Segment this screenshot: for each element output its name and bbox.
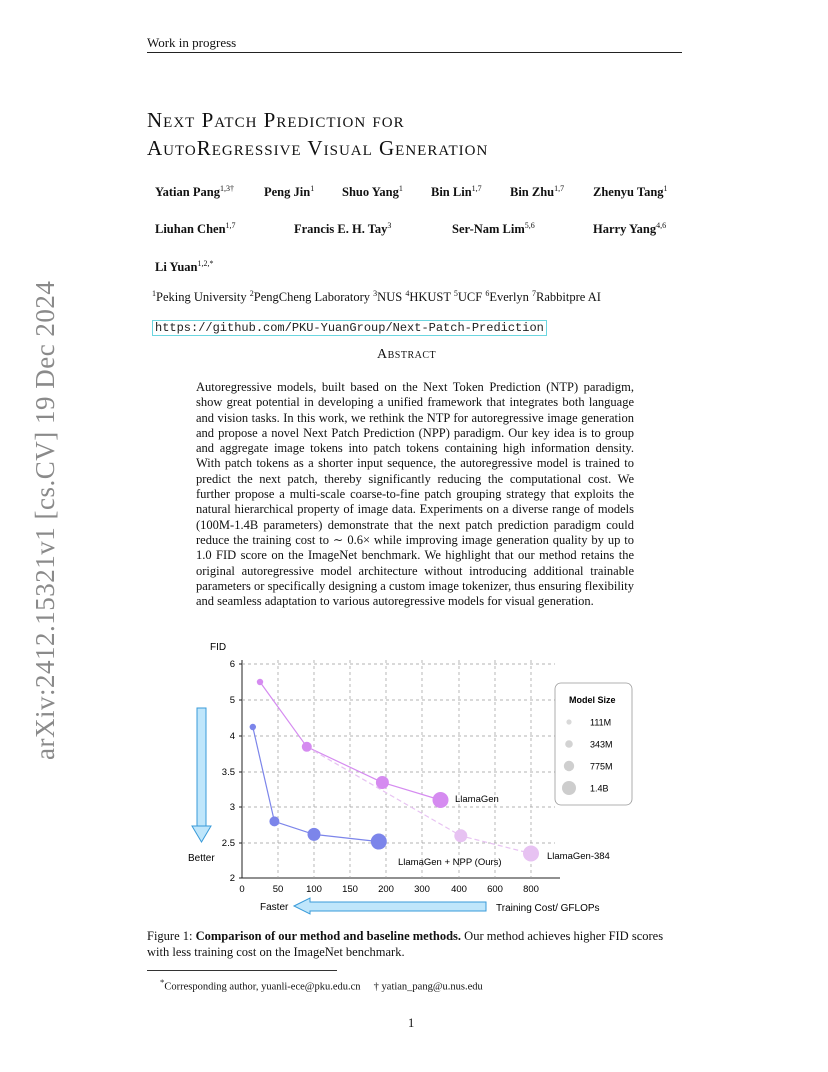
data-point <box>269 816 279 826</box>
author: Bin Lin$^{1,7}$ <box>431 184 482 200</box>
y-tick-label: 4 <box>229 731 235 742</box>
github-link[interactable]: https://github.com/PKU-YuanGroup/Next-Patch-Prediction <box>152 320 547 336</box>
y-axis-label: FID <box>210 642 227 653</box>
x-tick-label: 600 <box>487 884 503 895</box>
author: Liuhan Chen$^{1,7}$ <box>155 221 236 237</box>
author: Shuo Yang$^1$ <box>342 184 403 200</box>
figure-caption: Figure 1: Comparison of our method and baseline methods. Our method achieves higher FID scores with less training cost on the ImageNet benchmark. <box>147 929 664 959</box>
data-point <box>308 828 321 841</box>
paper-title <box>147 106 488 162</box>
abstract-text: Autoregressive models, built based on the Next Token Prediction (NTP) paradigm, show great potential in developing a unified framework that integrates both language and vision tasks. In this work, we rethink the NTP for autoregressive image generation and propose a novel Next Patch Prediction (NPP) paradigm. Our key idea is to group and aggregate image tokens into patch tokens containing high information density. With patch tokens as a shorter input sequence, the autoregressive model is trained to predict the next patch, thereby significantly reducing the computational cost. We further propose a multi-scale coarse-to-fine patch grouping strategy that exploits the natural hierarchical property of image data. Experiments on a diverse range of models (100M-1.4B parameters) demonstrate that the next patch prediction paradigm could reduce the training cost to ∼ 0.6× while improving image generation quality by up to 1.0 FID score on the ImageNet benchmark. We highlight that our method retains the original autoregressive model architecture without introducing additional trainable parameters or specifically designing a custom image tokenizer, thus ensuring flexibility and seamless adaptation to various autoregressive models for visual generation. <box>196 380 634 609</box>
author: Zhenyu Tang$^1$ <box>593 184 668 200</box>
author: Francis E. H. Tay$^3$ <box>294 221 392 237</box>
x-tick-label: 150 <box>342 884 358 895</box>
faster-arrow-icon <box>294 898 486 914</box>
author: Yatian Pang$^{1,3\dagger}$ <box>155 184 234 200</box>
legend-marker <box>565 740 573 748</box>
data-point <box>433 792 449 808</box>
legend-label: 775M <box>590 761 613 772</box>
data-point <box>454 829 467 842</box>
author: Li Yuan$^{1,2,*}$ <box>155 259 214 275</box>
author: Harry Yang$^{4,6}$ <box>593 221 667 237</box>
series-label-llamagen: LlamaGen <box>455 794 499 805</box>
footnote-rule <box>147 970 337 971</box>
data-point <box>376 776 389 789</box>
y-tick-label: 5 <box>229 695 235 706</box>
title-line-2: AutoRegressive Visual Generation <box>147 136 489 160</box>
author: Ser-Nam Lim$^{5,6}$ <box>452 221 535 237</box>
footnote: *Corresponding author, yuanli-ece@pku.edu.cn † yatian_pang@u.nus.edu <box>160 977 483 993</box>
x-tick-label: 800 <box>523 884 539 895</box>
y-tick-label: 2 <box>229 873 235 884</box>
x-tick-label: 400 <box>451 884 467 895</box>
faster-label: Faster <box>260 902 289 913</box>
running-header: Work in progress <box>147 35 237 50</box>
affiliations: $^1$Peking University $^2$PengCheng Laboratory $^3$NUS $^4$HKUST $^5$UCF $^6$Everlyn $^7$Rabbitpre AI <box>152 289 601 305</box>
x-axis-label: Training Cost/ GFLOPs <box>496 903 600 914</box>
series-points <box>250 679 539 862</box>
series-label-llamagen-384: LlamaGen-384 <box>547 851 610 862</box>
title-line-1: Next Patch Prediction for <box>147 108 405 132</box>
legend-label: 1.4B <box>590 783 609 794</box>
legend-marker <box>562 781 576 795</box>
y-ticks <box>222 659 242 884</box>
data-point <box>523 846 539 862</box>
better-arrow-icon <box>192 708 211 842</box>
data-point <box>250 724 256 730</box>
legend-marker <box>564 761 574 771</box>
gridlines <box>242 660 555 878</box>
author: Peng Jin$^1$ <box>264 184 315 200</box>
y-tick-label: 2.5 <box>221 838 235 849</box>
x-ticks <box>239 884 539 895</box>
x-tick-label: 0 <box>239 884 245 895</box>
x-tick-label: 100 <box>306 884 322 895</box>
x-tick-label: 300 <box>414 884 430 895</box>
y-tick-label: 3 <box>229 802 235 813</box>
y-tick-label: 6 <box>229 659 235 670</box>
data-point <box>257 679 263 685</box>
better-label: Better <box>188 853 215 864</box>
series-label-npp: LlamaGen + NPP (Ours) <box>398 857 502 868</box>
x-tick-label: 200 <box>378 884 394 895</box>
author: Bin Zhu$^{1,7}$ <box>510 184 565 200</box>
arxiv-stamp: arXiv:2412.15321v1 [cs.CV] 19 Dec 2024 <box>30 280 60 760</box>
legend-label: 111M <box>590 717 612 728</box>
x-tick-label: 50 <box>272 884 284 895</box>
legend-marker <box>566 719 571 724</box>
y-tick-label: 3.5 <box>221 767 235 778</box>
figure-1-chart <box>180 630 640 920</box>
abstract-heading: Abstract <box>377 347 437 362</box>
legend-title: Model Size <box>569 695 616 705</box>
data-point <box>302 742 312 752</box>
legend <box>555 683 632 805</box>
series-lines <box>253 682 531 854</box>
header-rule <box>147 52 682 53</box>
data-point <box>371 834 387 850</box>
page-number: 1 <box>408 1016 415 1030</box>
legend-label: 343M <box>590 739 613 750</box>
